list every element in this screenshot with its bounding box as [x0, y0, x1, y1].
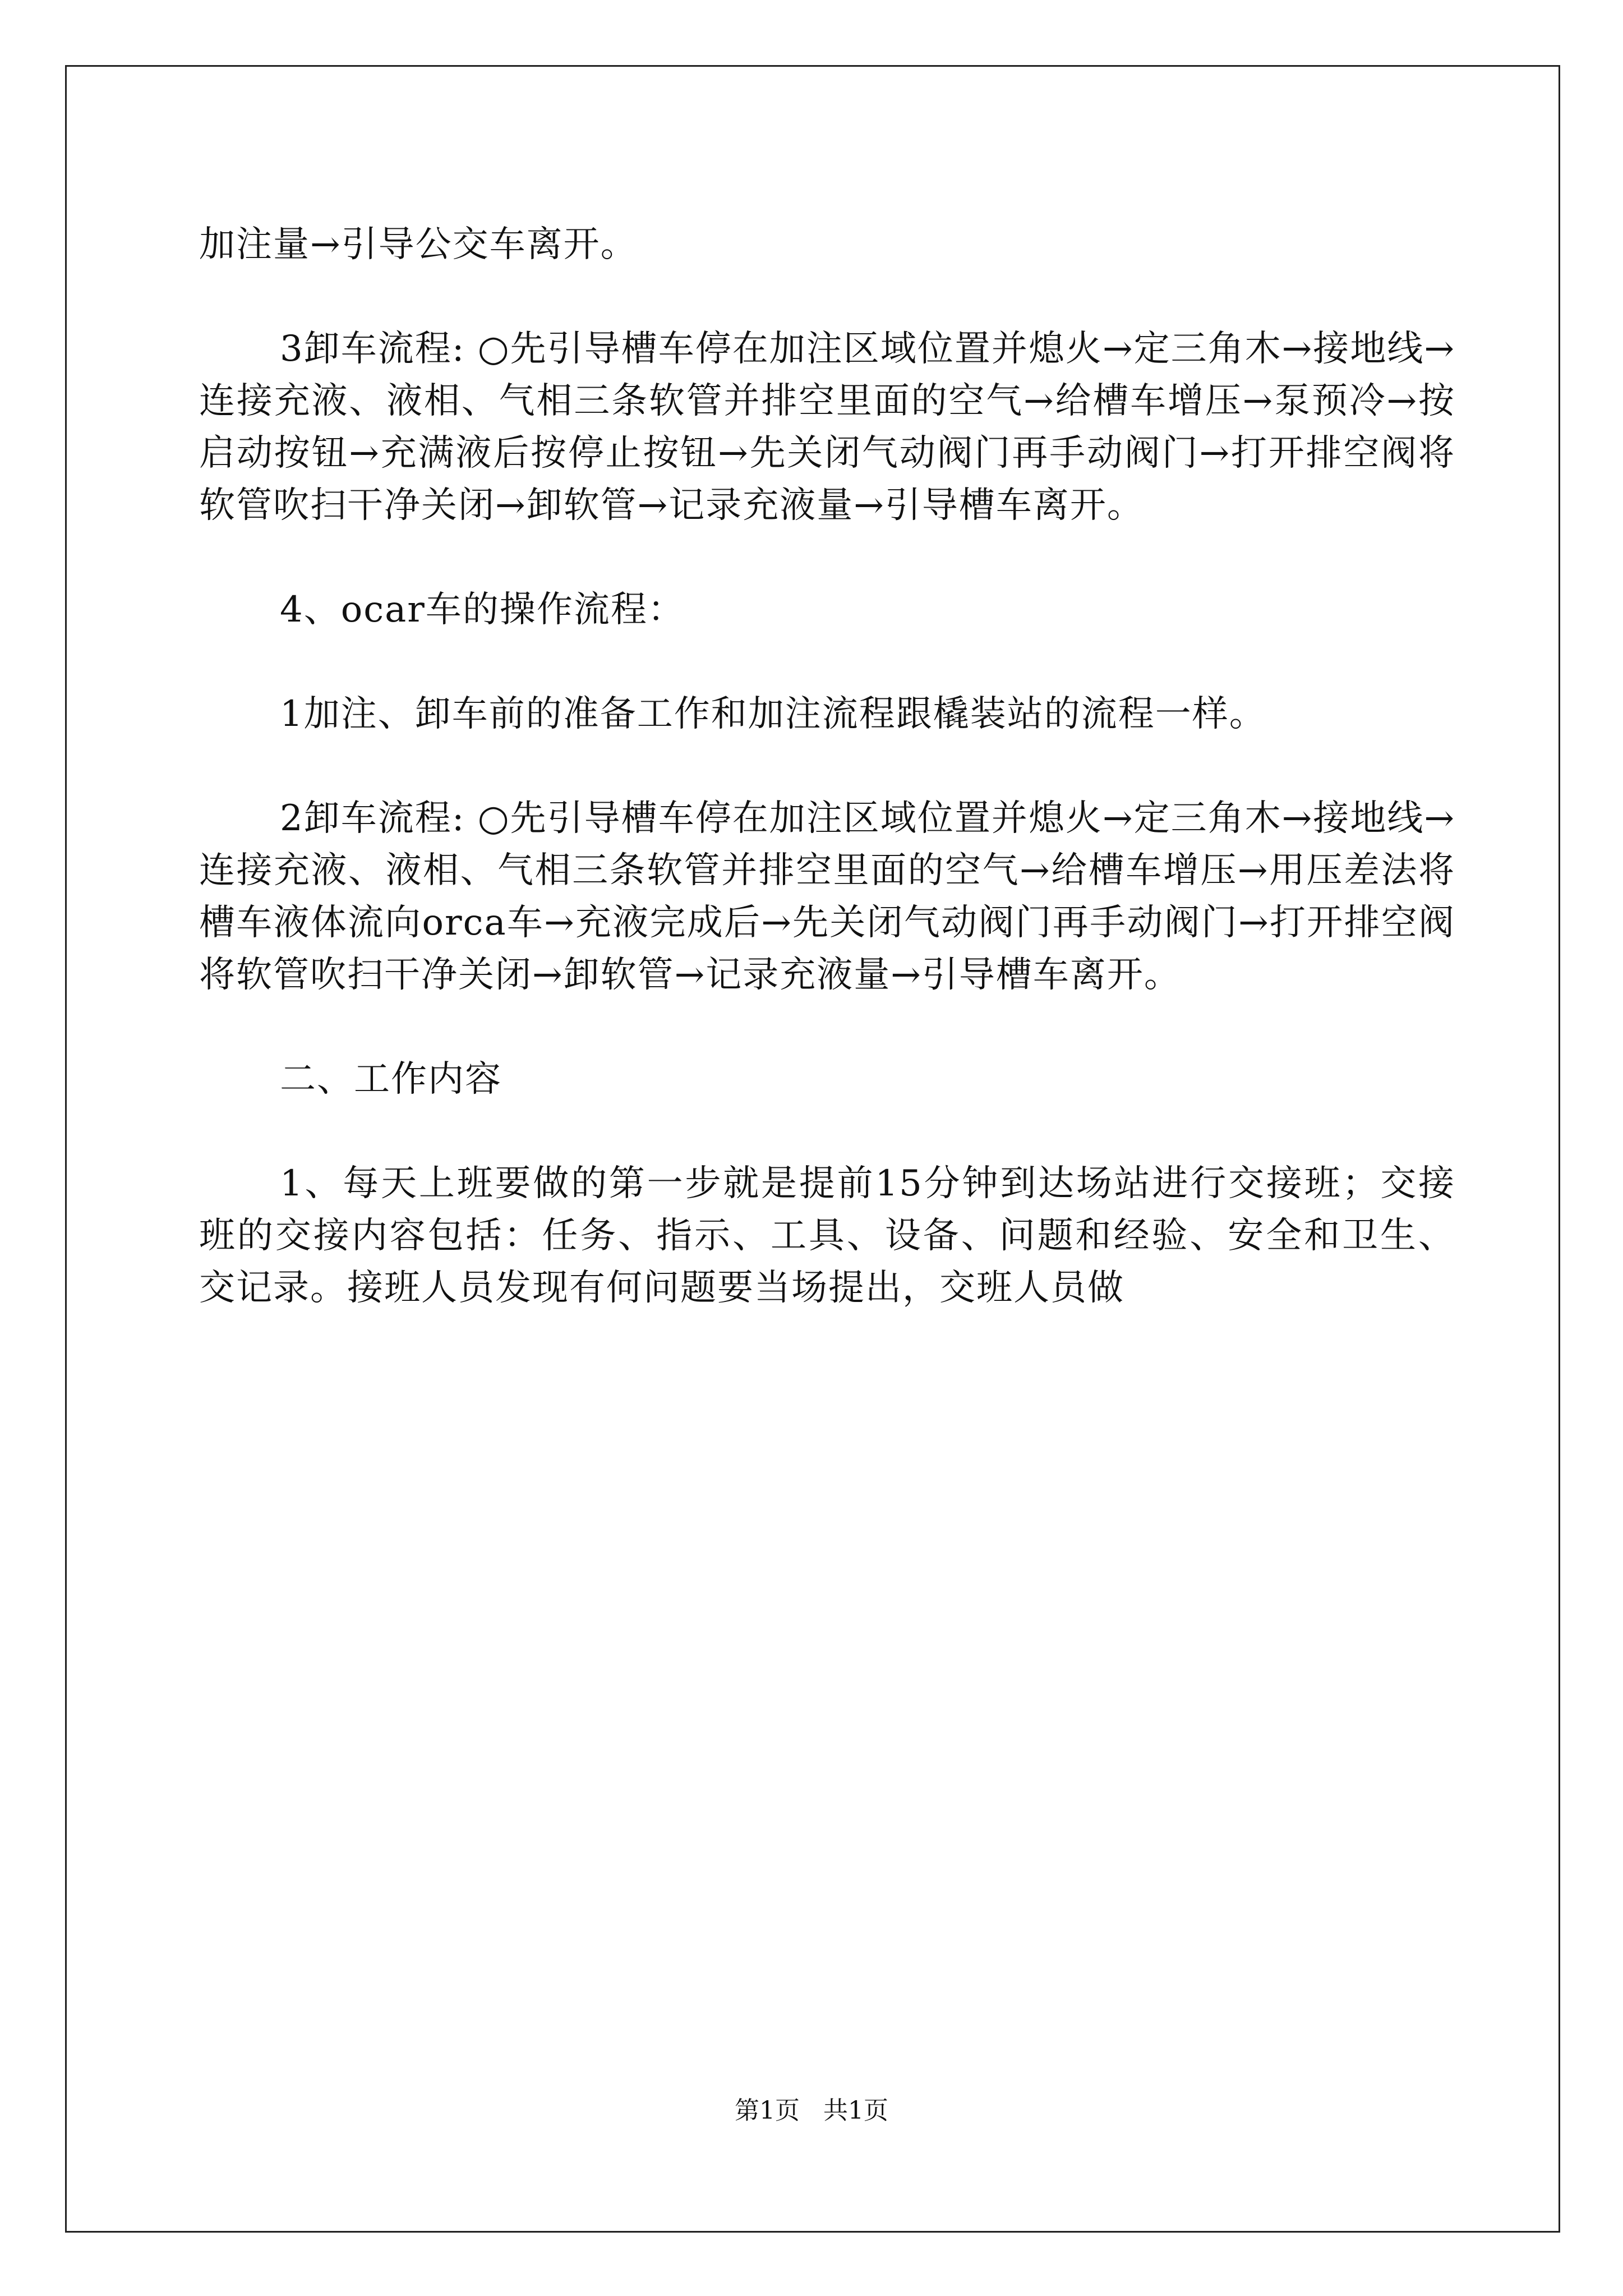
- paragraph-preparation: 1加注、卸车前的准备工作和加注流程跟橇装站的流程一样。: [280, 693, 1266, 735]
- document-body: [199, 219, 1455, 1366]
- paragraph-unloading-process-2: 2卸车流程: ○先引导槽车停在加注区域位置并熄火→定三角木→接地线→连接充液、液相、气相三条软管并排空里面的空气→给槽车增压→用压差法将槽车液体流向orca车→充液完成后→先关闭气动阀门再手动阀门→打开排空阀将软管吹扫干净关闭→卸软管→记录充液量→引导槽车离开。: [199, 798, 1455, 996]
- paragraph-shift-handover: 1、每天上班要做的第一步就是提前15分钟到达场站进行交接班；交接班的交接内容包括：任务、指示、工具、设备、问题和经验、安全和卫生、交记录。接班人员发现有何问题要当场提出，交班人员做: [199, 1163, 1455, 1309]
- paragraph-ocar-heading: 4、ocar车的操作流程：: [280, 589, 685, 631]
- section-heading-work-content: 二、工作内容: [280, 1059, 502, 1100]
- paragraph-unloading-process-3: 3卸车流程: ○先引导槽车停在加注区域位置并熄火→定三角木→接地线→连接充液、液相、气相三条软管并排空里面的空气→给槽车增压→泵预冷→按启动按钮→充满液后按停止按钮→先关闭气动阀门再手动阀门→打开排空阀将软管吹扫干净关闭→卸软管→记录充液量→引导槽车离开。: [199, 328, 1455, 526]
- paragraph-continuation: 加注量→引导公交车离开。: [199, 224, 638, 265]
- page-number-footer: 第1页 共1页: [735, 2096, 888, 2125]
